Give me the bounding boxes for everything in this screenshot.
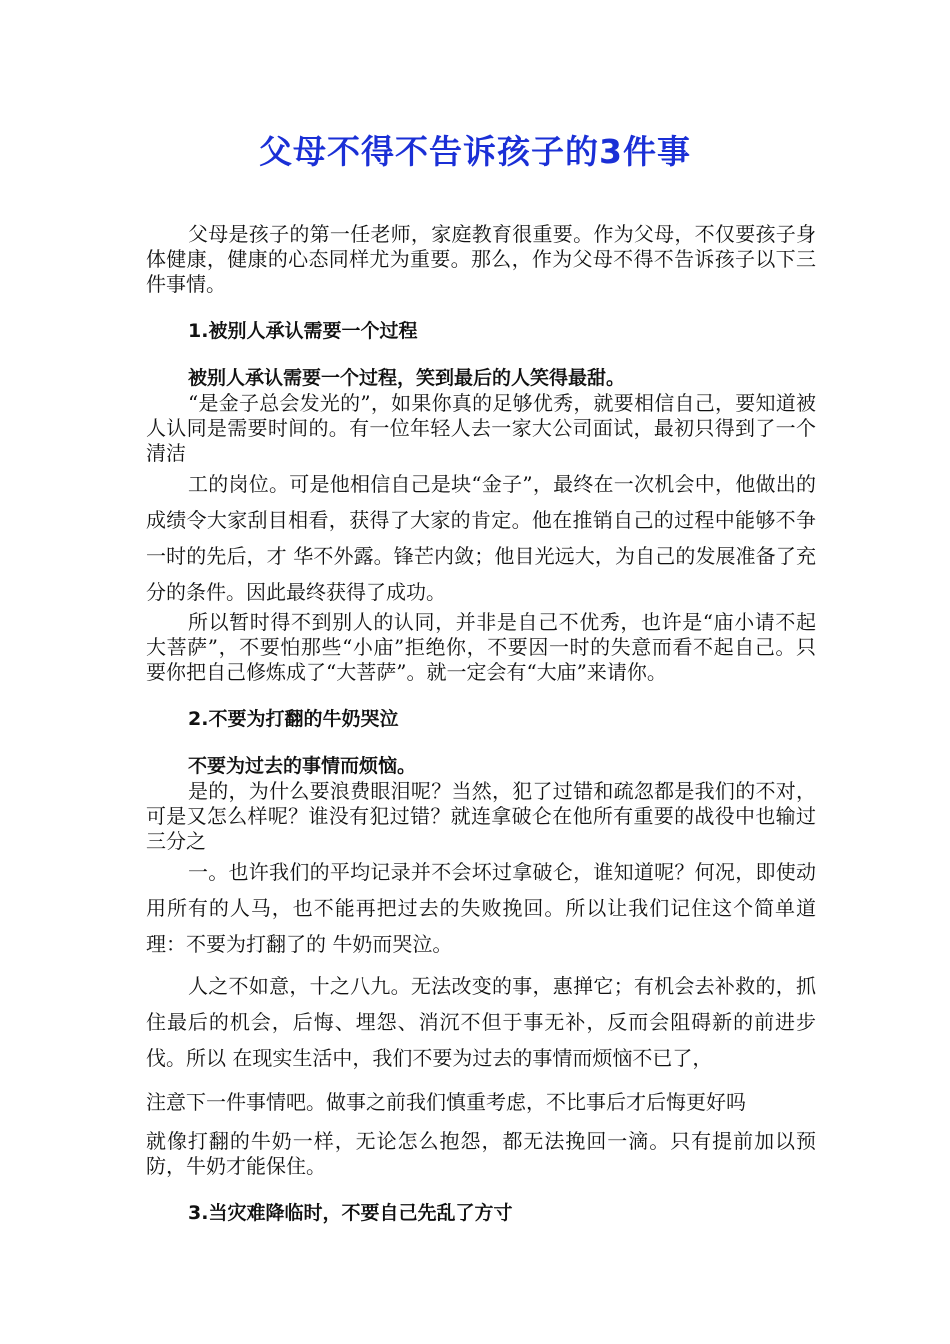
section-2-paragraph-3: 人之不如意，十之八九。无法改变的事，惠掸它；有机会去补救的，抓住最后的机会，后悔、埋怨、消沉不但于事无补，反而会阻碍新的前进步伐。所以 在现实生活中，我们不要为过去的事情而烦恼不已了，: [146, 974, 816, 1070]
section-1-paragraph-3: 所以暂时得不到别人的认同，并非是自己不优秀，也许是“庙小请不起大菩萨”，不要怕那些“小庙”拒绝你，不要因一时的失意而看不起自己。只要你把自己修炼成了“大菩萨”。就一定会有“大庙”来请你。: [146, 610, 816, 684]
page-title: 父母不得不告诉孩子的3件事: [259, 132, 691, 171]
section-1-heading: 1.被别人承认需要一个过程: [188, 320, 418, 342]
section-3-heading: 3.当灾难降临时，不要自己先乱了方寸: [188, 1202, 513, 1224]
article-body: [146, 222, 816, 1226]
section-2-paragraph-1: 是的，为什么要浪费眼泪呢？当然，犯了过错和疏忽都是我们的不对，可是又怎么样呢？谁没有犯过错？就连拿破仑在他所有重要的战役中也输过三分之: [146, 779, 816, 853]
section-2-heading: 2.不要为打翻的牛奶哭泣: [188, 708, 399, 730]
section-2-paragraph-4: 注意下一件事情吧。做事之前我们慎重考虑，不比事后才后悔更好吗: [146, 1090, 746, 1114]
section-1-paragraph-2: 工的岗位。可是他相信自己是块“金子”，最终在一次机会中，他做出的成绩令大家刮目相看，获得了大家的肯定。他在推销自己的过程中能够不争一时的先后，才 华不外露。锋芒内敛；他目光远大，为自己的发展准备了充分的条件。因此最终获得了成功。: [146, 472, 816, 604]
section-2-paragraph-5: 就像打翻的牛奶一样，无论怎么抱怨，都无法挽回一滴。只有提前加以预防，牛奶才能保住。: [146, 1129, 816, 1178]
section-1-paragraph-1: “是金子总会发光的”，如果你真的足够优秀，就要相信自己，要知道被人认同是需要时间的。有一位年轻人去一家大公司面试，最初只得到了一个清洁: [146, 391, 816, 465]
section-1-subheading: 被别人承认需要一个过程，笑到最后的人笑得最甜。: [188, 367, 626, 389]
section-2-subheading: 不要为过去的事情而烦恼。: [188, 755, 417, 777]
section-2-paragraph-2: 一。也许我们的平均记录并不会坏过拿破仑，谁知道呢？何况，即使动用所有的人马，也不能再把过去的失败挽回。所以让我们记住这个简单道理：不要为打翻了的 牛奶而哭泣。: [146, 860, 816, 956]
intro-paragraph: 父母是孩子的第一任老师，家庭教育很重要。作为父母，不仅要孩子身体健康，健康的心态同样尤为重要。那么，作为父母不得不告诉孩子以下三件事情。: [146, 222, 816, 296]
